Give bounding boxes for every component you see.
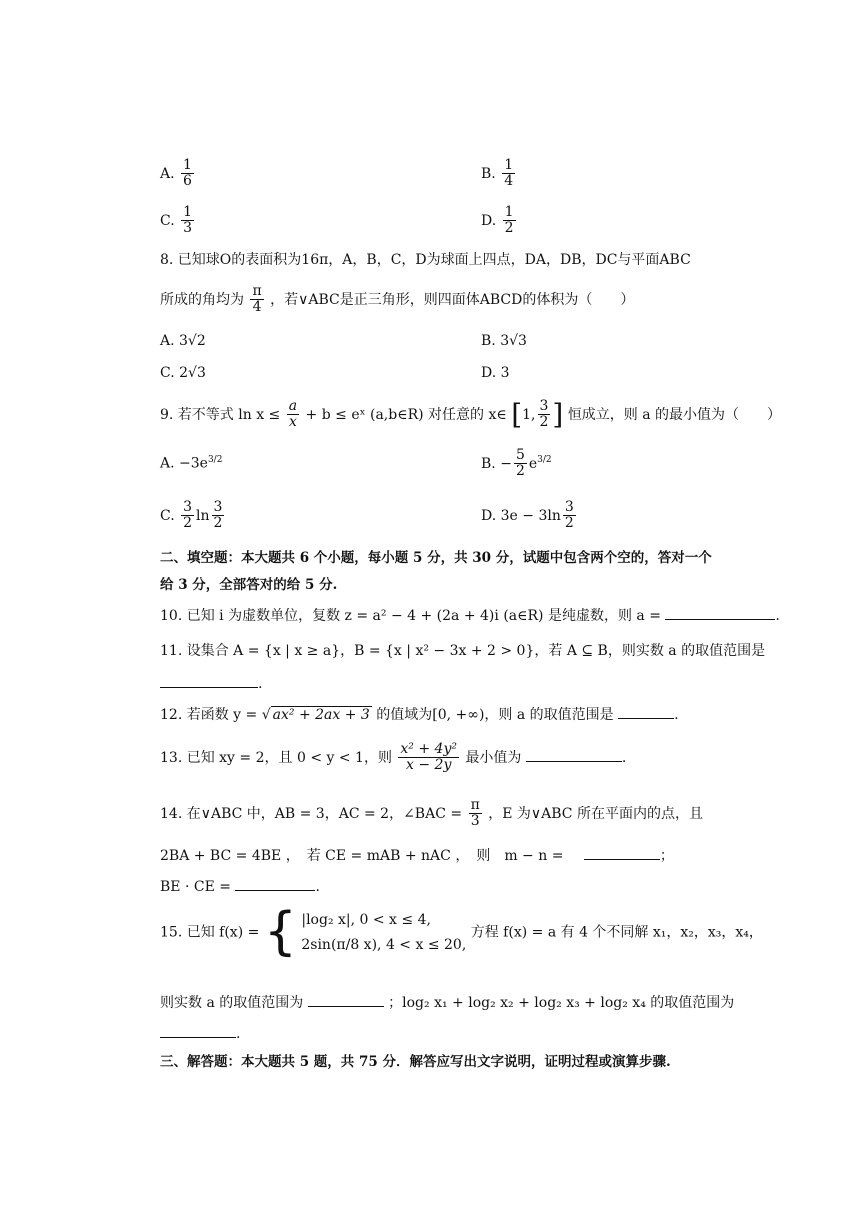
fraction: $\frac{1}{6}$ [183, 157, 192, 190]
fraction: $\frac{\pi}{4}$ [252, 283, 262, 316]
q14-answer-blank-2[interactable] [235, 889, 315, 891]
q11-answer-line: . [160, 676, 262, 693]
q10-answer-blank[interactable] [665, 618, 775, 620]
fraction: $\frac{\text{x² + 4y²}}{x - 2y}$ [400, 741, 457, 774]
fraction: $\frac{3}{2}$ [213, 499, 223, 532]
q14-stem-line1: 14. 在∨ABC 中，AB = 3，AC = 2，∠BAC = $\frac{\pi}{3}$ ，E 为∨ABC 所在平面内的点，且 [160, 797, 703, 830]
q14-answer-blank-1[interactable] [584, 858, 660, 860]
fraction: $\frac{3}{2}$ [539, 397, 549, 431]
piecewise-cases: |log₂ x|, 0 < x ≤ 4, 2sin(π/8 x), 4 < x ≤ 20, [301, 912, 467, 953]
q7-option-d[interactable]: D. $\frac{1}{2}$ [481, 204, 514, 237]
bracket-right: ] [552, 398, 564, 431]
q13-answer-blank[interactable] [526, 760, 622, 762]
fraction: $\frac{a}{x}$ [288, 397, 298, 431]
q8-option-d[interactable]: D. 3 [481, 365, 510, 381]
q7-option-a[interactable]: A. $\frac{1}{6}$ [160, 157, 192, 190]
q8-option-c[interactable]: C. 2√3 [160, 365, 206, 381]
q10-stem: 10. 已知 i 为虚数单位，复数 z = a² − 4 + (2a + 4)i (a∈R) 是纯虚数，则 a = . [160, 608, 780, 624]
q15-stem-line1: 15. 已知 f(x) = { |log₂ x|, 0 < x ≤ 4, 2sin(π/8 x), 4 < x ≤ 20, 方程 f(x) = a 有 4 个不同解 x₁，x₂，x₃，x₄， [160, 902, 763, 962]
fraction: $\frac{3}{2}$ [564, 499, 574, 532]
q14-stem-line3: BE · CE = . [160, 879, 320, 895]
fraction: $\frac{1}{2}$ [504, 204, 514, 237]
fraction: $\frac{\pi}{3}$ [470, 797, 480, 830]
q8-stem-line1: 8. 已知球O的表面积为16π，A，B，C，D为球面上四点，DA，DB，DC与平面ABC [160, 252, 691, 268]
section-2-heading-line1: 二、填空题：本大题共 6 个小题，每小题 5 分，共 30 分，试题中包含两个空的，答对一个 [160, 550, 712, 566]
fraction: $\frac{1}{3}$ [183, 204, 193, 237]
q9-option-a[interactable]: A. $-3e^{3/2}$ [160, 455, 223, 472]
section-3-heading: 三、解答题：本大题共 5 题，共 75 分．解答应写出文字说明，证明过程或演算步骤. [160, 1054, 671, 1070]
q9-option-d[interactable]: D. 3e − 3ln $\frac{3}{2}$ [481, 499, 574, 532]
q11-stem: 11. 设集合 A = {x | x ≥ a}，B = {x | x² − 3x + 2 > 0}，若 A ⊆ B，则实数 a 的取值范围是 [160, 643, 766, 659]
sqrt-icon: √ [261, 707, 271, 723]
q7-option-b[interactable]: B. $\frac{1}{4}$ [481, 157, 514, 190]
q15-answer-blank-1[interactable] [308, 1005, 384, 1007]
q13-stem: 13. 已知 xy = 2，且 0 < y < 1，则 $\frac{\text{x² + 4y²}}{x - 2y}$ 最小值为 . [160, 741, 627, 774]
q15-stem-line2: 则实数 a 的取值范围为 ；log₂ x₁ + log₂ x₂ + log₂ x₃ + log₂ x₄ 的取值范围为 [160, 995, 735, 1011]
q8-stem-line2: 所成的角均为 $\frac{\pi}{4}$ ，若∨ABC是正三角形，则四面体ABCD的体积为（ ） [160, 283, 635, 316]
bracket-left: [ [511, 398, 523, 431]
brace-icon: { [263, 902, 297, 962]
q15-answer-blank-2[interactable] [160, 1036, 236, 1038]
q7-option-c[interactable]: C. $\frac{1}{3}$ [160, 204, 193, 237]
q9-option-c[interactable]: C. $\frac{3}{2}$ ln $\frac{3}{2}$ [160, 499, 223, 532]
q9-stem: 9. 若不等式 ln x ≤ $\frac{a}{x}$ + b ≤ eˣ (a,b∈R) 对任意的 x∈ [1, $\frac{3}{2}$ ] 恒成立，则 a 的最小值为（ ） [160, 397, 782, 431]
fraction: $\frac{5}{2}$ [515, 447, 525, 480]
q8-option-b[interactable]: B. 3√3 [481, 333, 527, 349]
q14-stem-line2: 2BA + BC = 4BE ， 若 CE = mAB + nAC ， 则 m − n = ； [160, 848, 674, 864]
q9-option-b[interactable]: B. − $\frac{5}{2}$ $e^{3/2}$ [481, 447, 552, 480]
fraction: $\frac{3}{2}$ [183, 499, 193, 532]
fraction: $\frac{1}{4}$ [504, 157, 514, 190]
q8-option-a[interactable]: A. 3√2 [160, 333, 206, 349]
q12-stem: 12. 若函数 y = √ ax² + 2ax + 3 的值域为[0, +∞)，则 a 的取值范围是 . [160, 707, 679, 723]
section-2-heading-line2: 给 3 分，全部答对的给 5 分. [160, 577, 338, 593]
q15-answer-line: . [160, 1026, 240, 1043]
q12-answer-blank[interactable] [618, 717, 674, 719]
q11-answer-blank[interactable] [160, 686, 258, 688]
